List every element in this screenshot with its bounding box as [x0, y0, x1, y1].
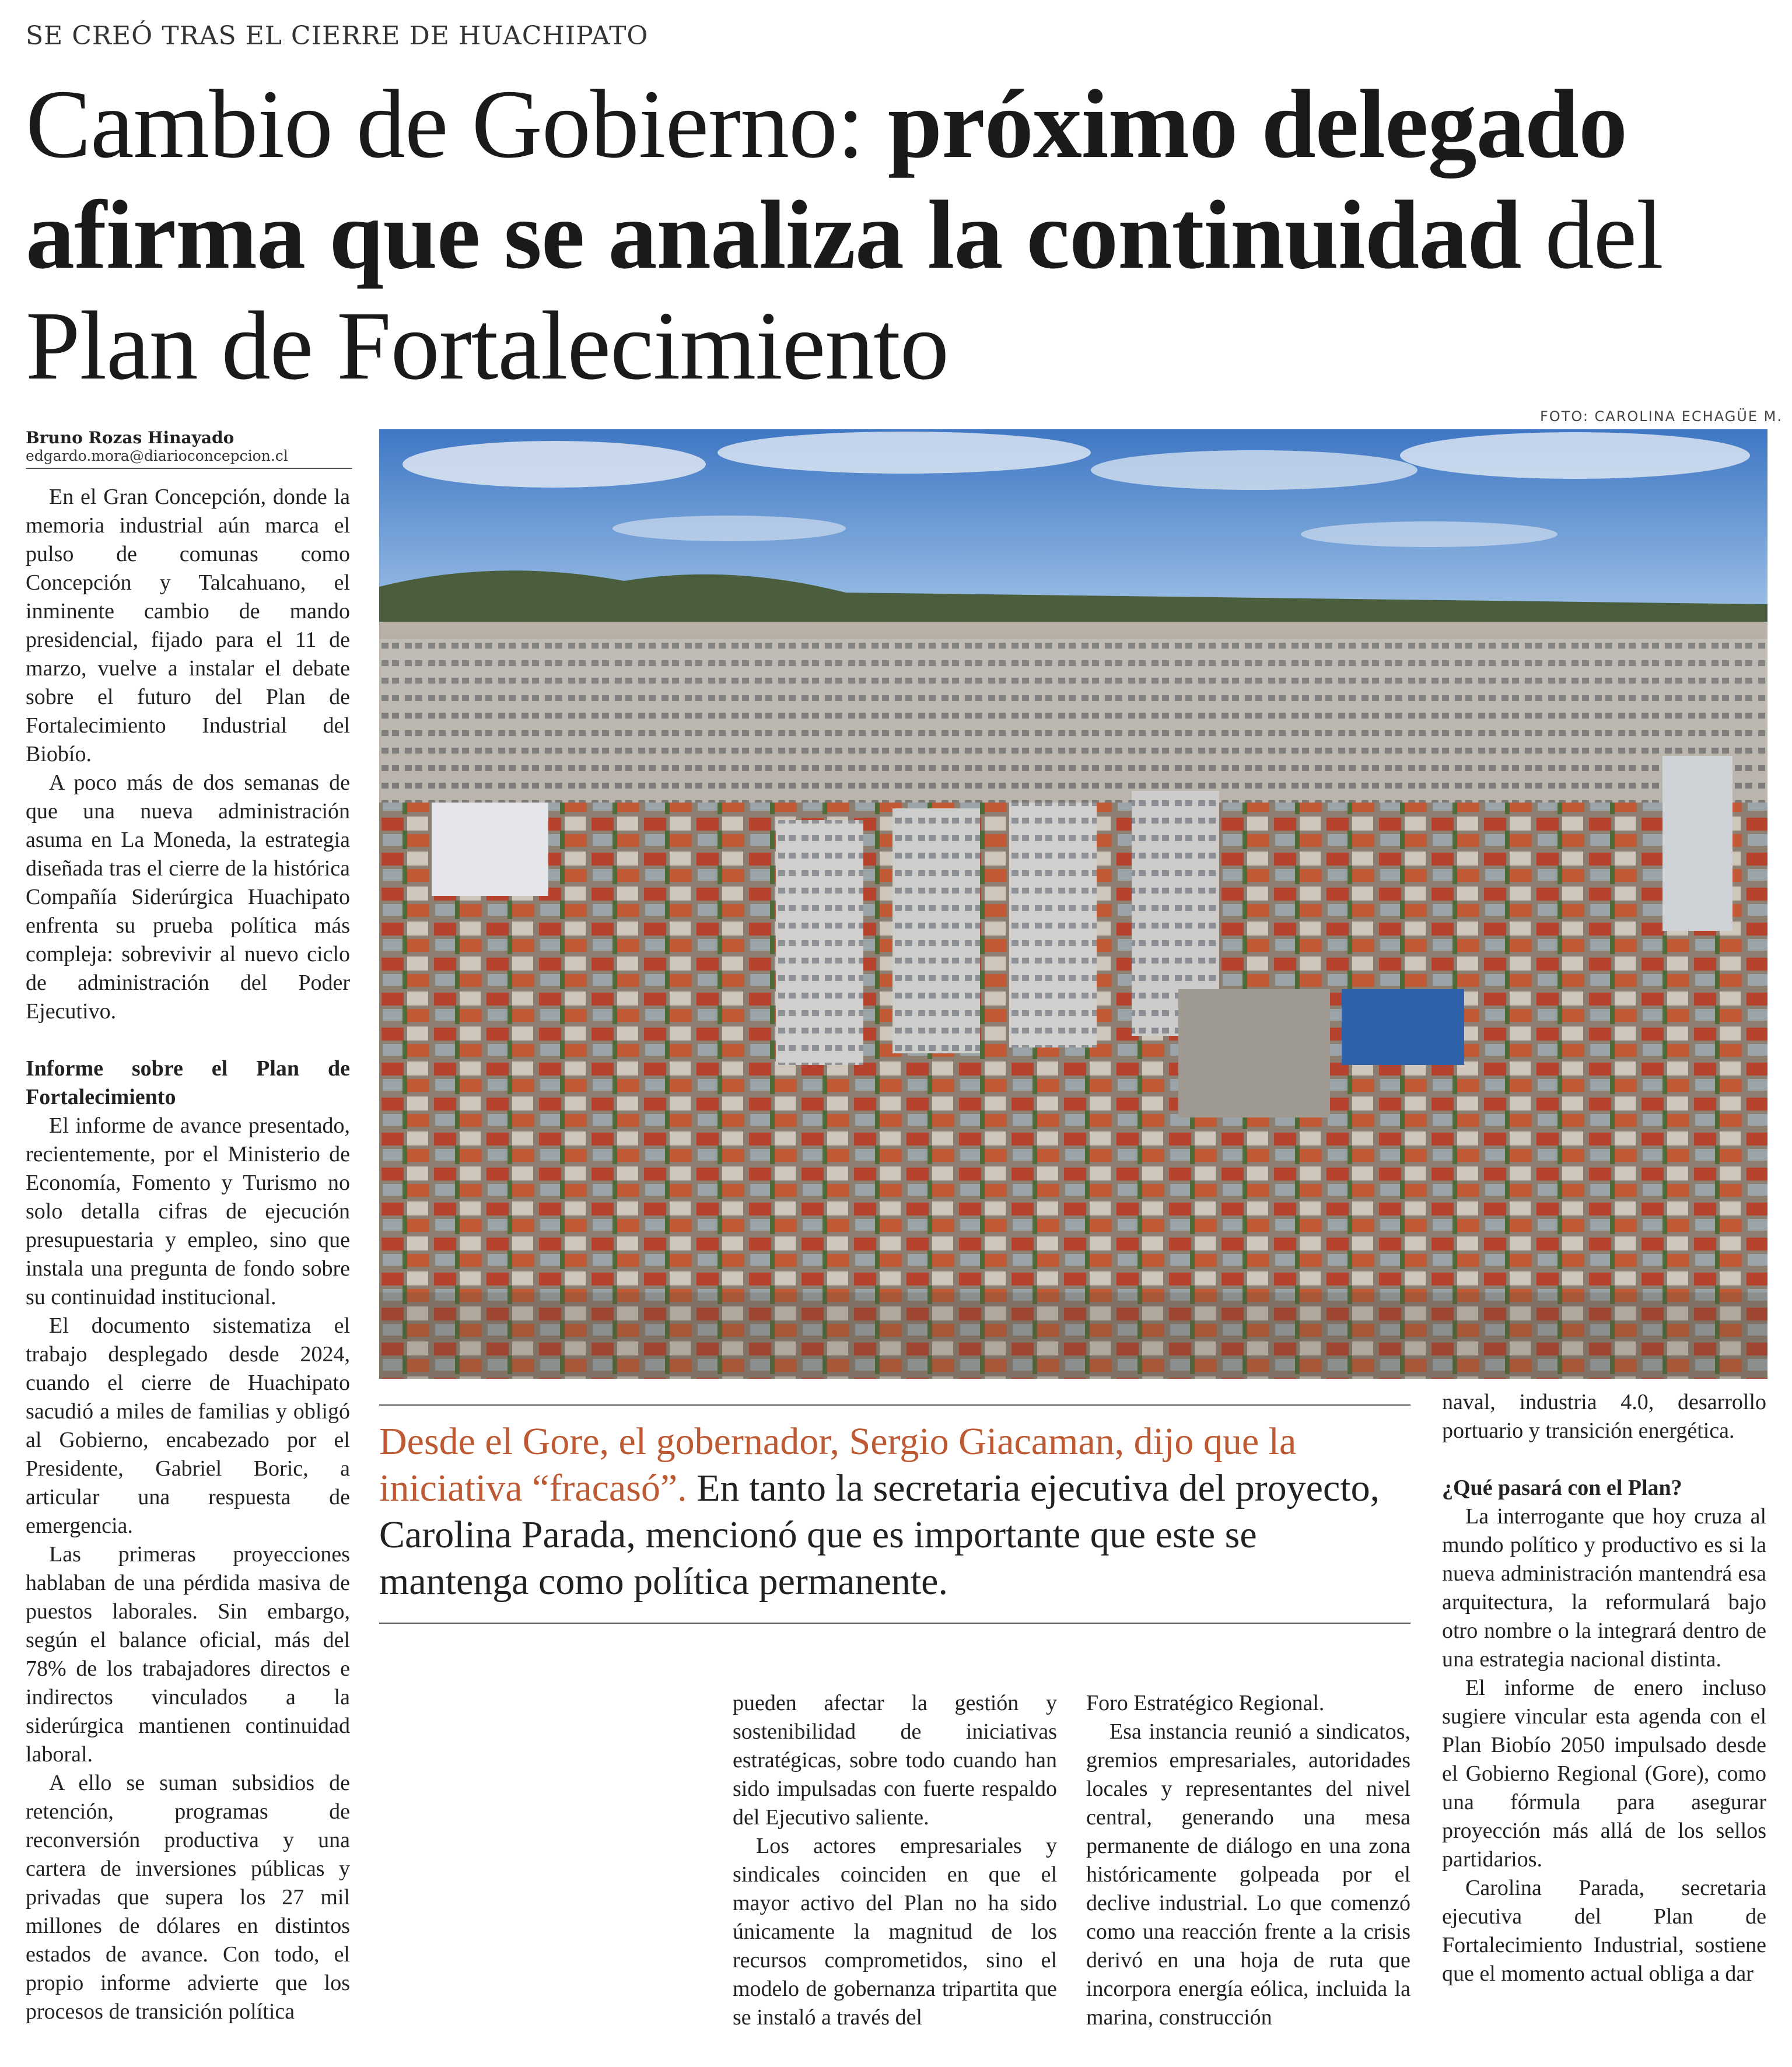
kicker: SE CREÓ TRAS EL CIERRE DE HUACHIPATO: [26, 21, 649, 51]
photo-credit: FOTO: CAROLINA ECHAGÜE M.: [1540, 408, 1783, 425]
article-column-3: [733, 1689, 1057, 2032]
paragraph: Esa instancia reunió a sindicatos, gremios empresariales, autoridades locales y representantes del nivel central, generando una mesa permanente de diálogo en una zona históricamente golpeada por el declive industrial. Lo que comenzó como una reacción frente a la crisis derivó en una hoja de ruta que incorpora energía eólica, incluida la marina, construcción: [1086, 1719, 1410, 2030]
paragraph: A poco más de dos semanas de que una nueva administración asuma en La Moneda, la estrategia diseñada tras el cierre de la histórica Compañía Siderúrgica Huachipato enfrenta su prueba política más compleja: sobrevivir al nuevo ciclo de administración del Poder Ejecutivo.: [26, 770, 350, 1024]
paragraph: Las primeras proyecciones hablaban de una pérdida masiva de puestos laborales. Sin embargo, según el balance oficial, más del 78% de los trabajadores directos e indirectos vinculados a la siderúrgica mantienen continuidad laboral.: [26, 1542, 350, 1767]
paragraph: El documento sistematiza el trabajo desplegado desde 2024, cuando el cierre de Huachipato sacudió a miles de familias y obligó al Gobierno, encabezado por el Presidente, Gabriel Boric, a articular una respuesta de emergencia.: [26, 1313, 350, 1538]
pull-quote: [379, 1404, 1410, 1624]
paragraph: naval, industria 4.0, desarrollo portuario y transición energética.: [1442, 1390, 1766, 1443]
byline: [26, 428, 352, 469]
pull-quote-highlight: Desde el Gore, el gobernador, Sergio Giacaman, dijo que la iniciativa “fracasó”.: [379, 1420, 1297, 1509]
article-column-5: [1442, 1388, 1766, 1988]
article-column-4: [1086, 1689, 1410, 2032]
byline-email[interactable]: edgardo.mora@diarioconcepcion.cl: [26, 447, 288, 464]
byline-author: Bruno Rozas Hinayado: [26, 428, 235, 447]
headline: [26, 69, 1770, 401]
paragraph: La interrogante que hoy cruza al mundo político y productivo es si la nueva administración mantendrá esa arquitectura, la reformulará bajo otro nombre o la integrará dentro de una estrategia nacional distinta.: [1442, 1504, 1766, 1672]
pull-quote-rest: En tanto la secretaria ejecutiva del proyecto, Carolina Parada, mencionó que es importante que este se mantenga como política permanente.: [379, 1467, 1380, 1603]
paragraph: En el Gran Concepción, donde la memoria industrial aún marca el pulso de comunas como Concepción y Talcahuano, el inminente cambio de mando presidencial, fijado para el 11 de marzo, vuelve a instalar el debate sobre el futuro del Plan de Fortalecimiento Industrial del Biobío.: [26, 485, 350, 766]
paragraph: Los actores empresariales y sindicales coinciden en que el mayor activo del Plan no ha sido únicamente la magnitud de los recursos comprometidos, sino el modelo de gobernanza tripartita que se instaló a través del: [733, 1834, 1057, 2030]
section-heading: Informe sobre el Plan de Fortalecimiento: [26, 1056, 350, 1109]
headline-part2: próximo delegado afirma que se analiza la continuidad: [26, 70, 1628, 289]
paragraph: El informe de enero incluso sugiere vincular esta agenda con el Plan Biobío 2050 impulsado desde el Gobierno Regional (Gore), como una fórmula para asegurar proyección más allá de los sellos partidarios.: [1442, 1676, 1766, 1872]
headline-part3: del Plan de Fortalecimiento: [26, 181, 1663, 400]
paragraph: Foro Estratégico Regional.: [1086, 1691, 1325, 1715]
paragraph: A ello se suman subsidios de retención, programas de reconversión productiva y una cartera de inversiones públicas y privadas que supera los 27 mil millones de dólares en distintos estados de avance. Con todo, el propio informe advierte que los procesos de transición política: [26, 1771, 350, 2024]
article-column-1: [26, 483, 350, 2026]
paragraph: El informe de avance presentado, recientemente, por el Ministerio de Economía, Fomento y Turismo no solo detalla cifras de ejecución presupuestaria y empleo, sino que instala una pregunta de fondo sobre su continuidad institucional.: [26, 1113, 350, 1309]
paragraph: Carolina Parada, secretaria ejecutiva del Plan de Fortalecimiento Industrial, sostiene que el momento actual obliga a dar: [1442, 1876, 1766, 1986]
paragraph: pueden afectar la gestión y sostenibilidad de iniciativas estratégicas, sobre todo cuando han sido impulsadas con fuerte respaldo del Ejecutivo saliente.: [733, 1691, 1057, 1830]
section-heading: ¿Qué pasará con el Plan?: [1442, 1476, 1682, 1500]
headline-part1: Cambio de Gobierno:: [26, 70, 888, 178]
city-aerial-photo: [379, 429, 1768, 1379]
